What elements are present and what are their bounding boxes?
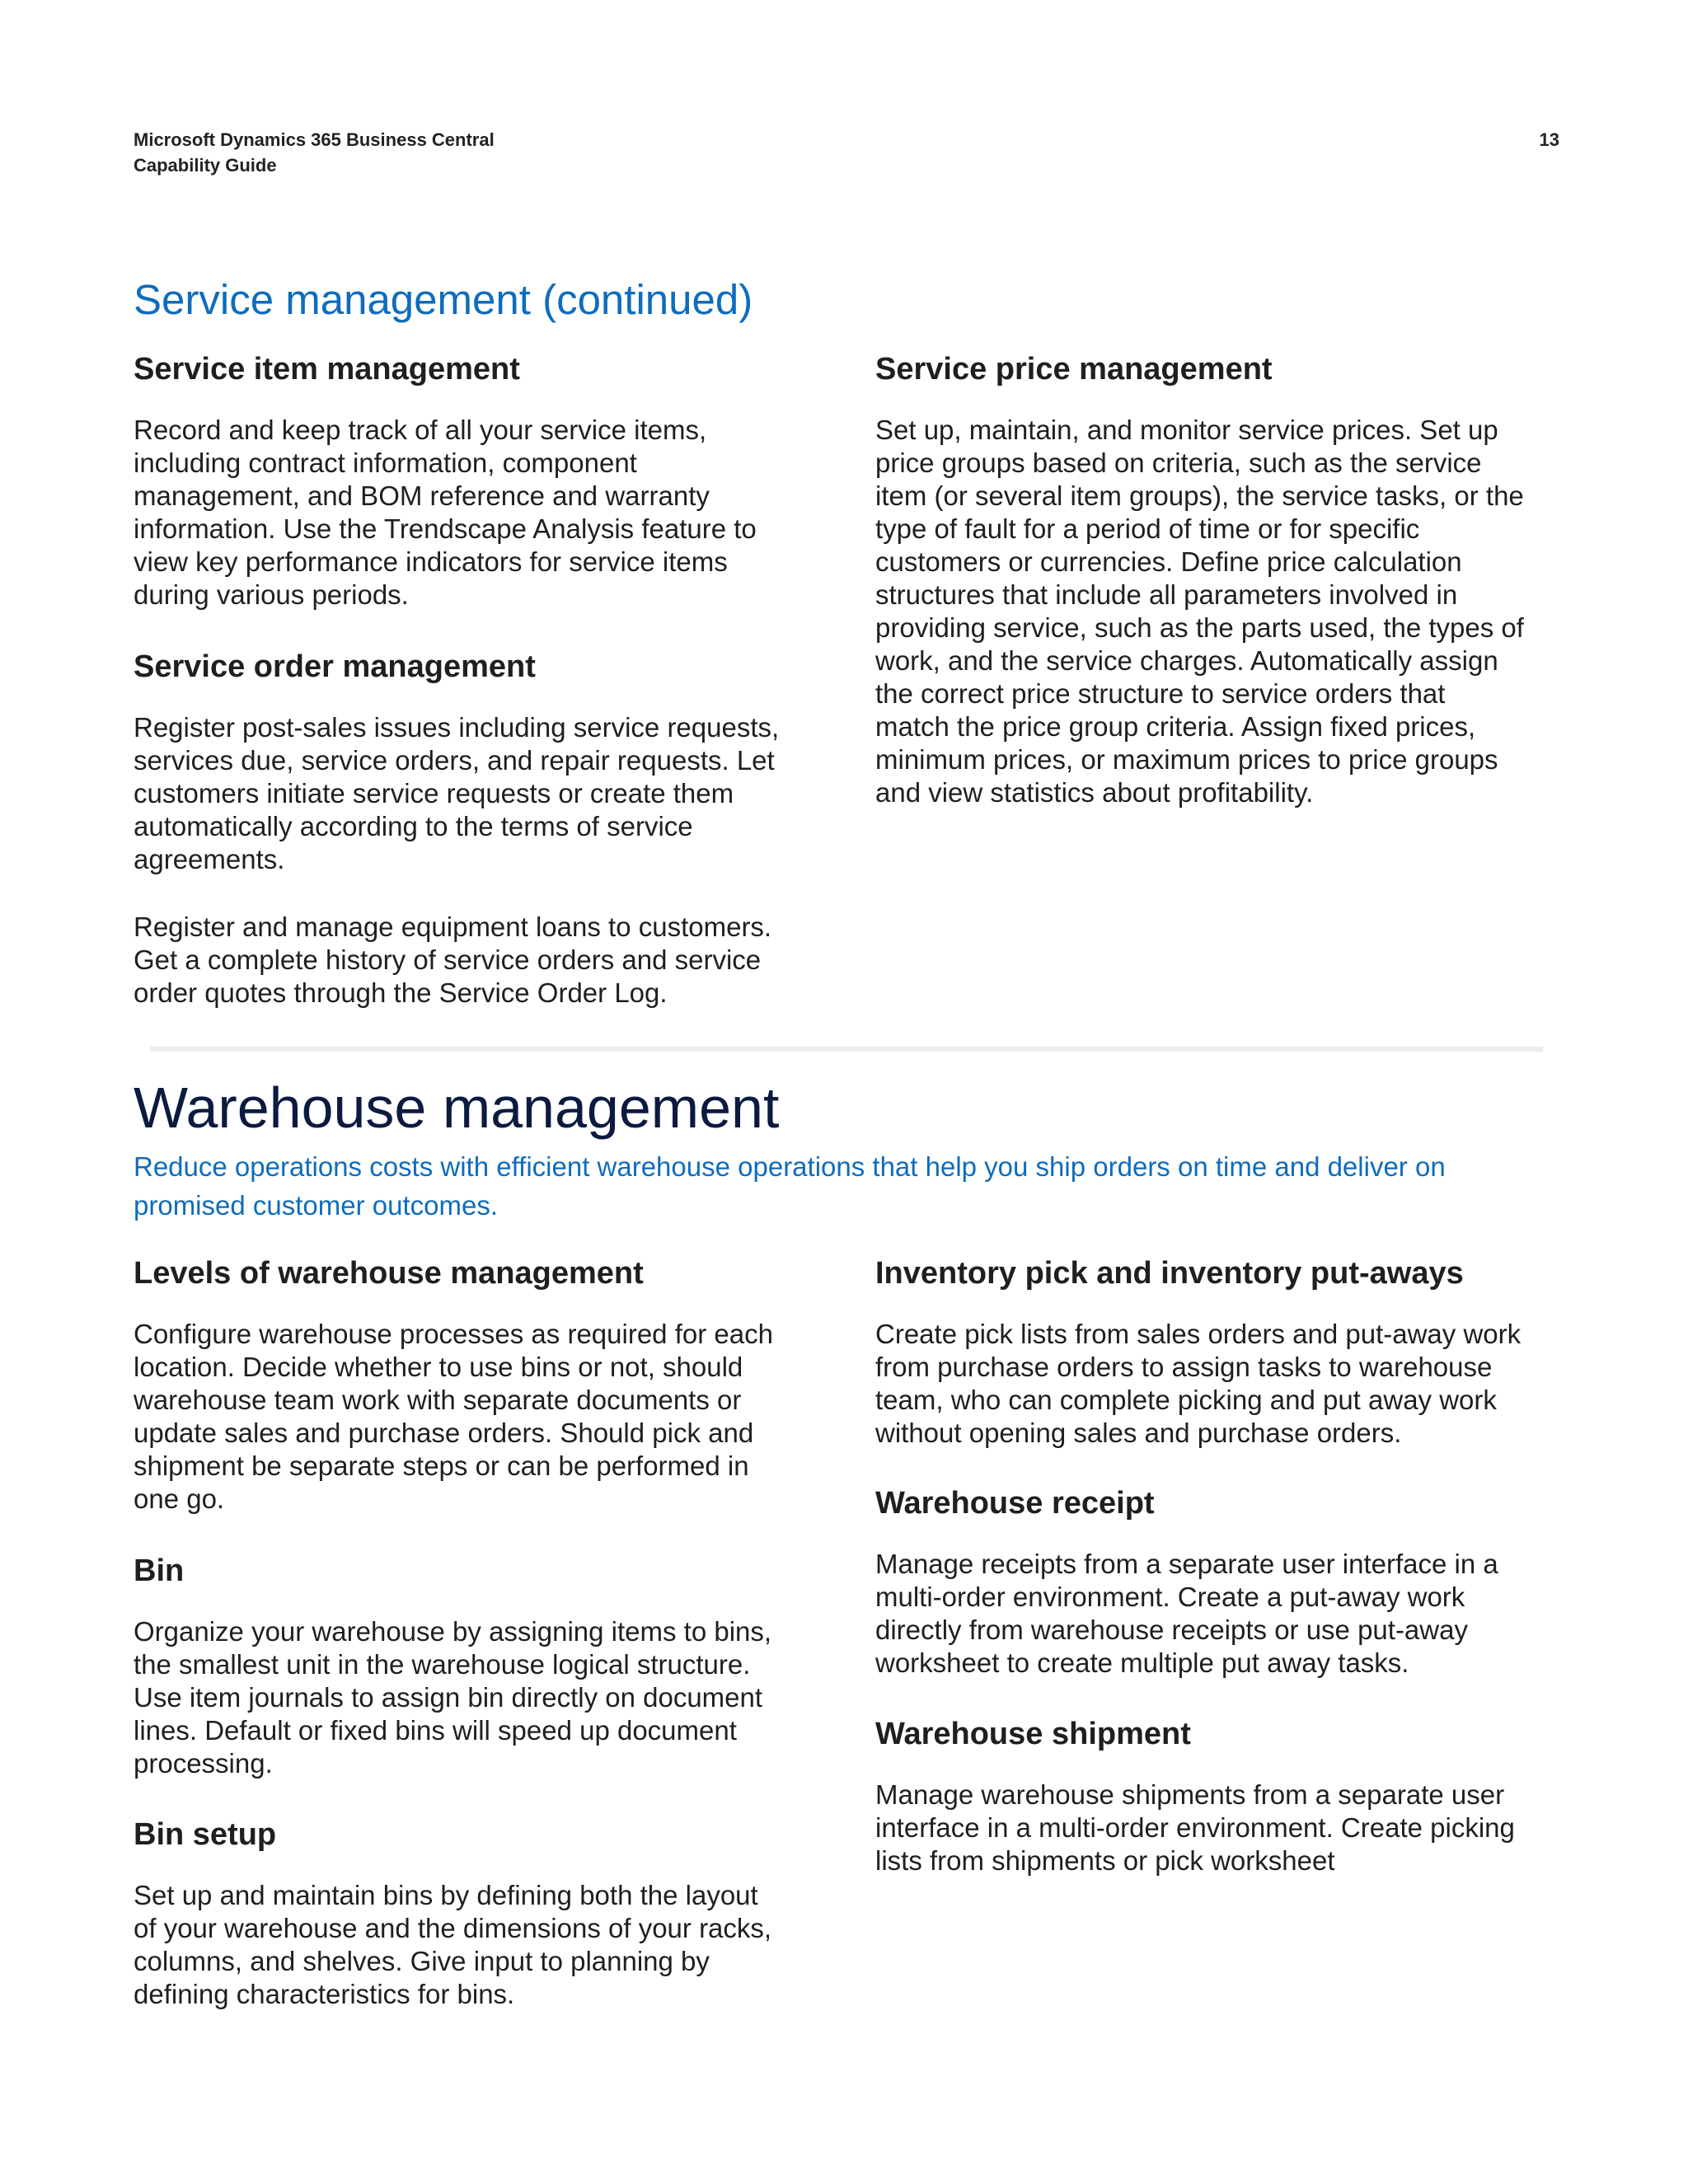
service-price-management-text: Set up, maintain, and monitor service prices. Set up price groups based on criteria, such as the service item (or several item groups), the service tasks, or the type of fault for a period of time or for specific customers or currencies. Define price calculation structures that include all parameters involved in providing service, such as the parts used, the types of work, and the service charges. Automatically assign the correct price structure to service orders that match the price group criteria. Assign fixed prices, minimum prices, or maximum prices to price groups and view statistics about profitability. [875,415,1524,808]
inventory-pick-put-aways-text: Create pick lists from sales orders and put-away work from purchase orders to assign tasks to warehouse team, who can complete picking and put away work without opening sales and purchase orders. [875,1319,1522,1448]
service-section-title: Service management (continued) [134,276,753,323]
service-price-management-heading: Service price management [875,352,1273,387]
inventory-pick-put-aways-heading: Inventory pick and inventory put-aways [875,1256,1464,1291]
service-item-management-text: Record and keep track of all your service items, including contract information, component management, and BOM reference and warranty information. Use the Trendscape Analysis feature to view key performance indicators for service items during various periods. [134,415,757,610]
service-order-management-text-1: Register post-sales issues including service requests, services due, service orders, and repair requests. Let customers initiate service requests or create them automatically according to the terms of service agreements. [134,712,780,874]
service-order-management-heading: Service order management [134,649,536,684]
levels-of-warehouse-management-text: Configure warehouse processes as required for each location. Decide whether to use bins or not, should warehouse team work with separate documents or update sales and purchase orders. Should pick and shipment be separate steps or can be performed in one go. [134,1319,773,1514]
service-item-management-heading: Service item management [134,352,520,387]
warehouse-section-intro: Reduce operations costs with efficient warehouse operations that help you ship orders on time and deliver on promised customer outcomes. [134,1151,1446,1221]
warehouse-receipt-heading: Warehouse receipt [875,1486,1155,1521]
service-order-management-text-2: Register and manage equipment loans to customers. Get a complete history of service orders and service order quotes through the Service Order Log. [134,912,772,1008]
warehouse-shipment-text: Manage warehouse shipments from a separate user interface in a multi-order environment. Create picking lists from shipments or pick worksheet [875,1779,1515,1876]
bin-heading: Bin [134,1554,185,1588]
warehouse-receipt-text: Manage receipts from a separate user interface in a multi-order environment. Create a put-away work directly from warehouse receipts or use put-away worksheet to create multiple put away tasks. [875,1549,1498,1678]
page-number: 13 [1539,129,1559,150]
levels-of-warehouse-management-heading: Levels of warehouse management [134,1256,644,1291]
document-subtitle: Capability Guide [134,155,277,176]
warehouse-shipment-heading: Warehouse shipment [875,1717,1191,1751]
page-header [134,127,1559,178]
warehouse-section-title: Warehouse management [134,1076,780,1140]
section-divider [150,1047,1543,1052]
bin-text: Organize your warehouse by assigning items to bins, the smallest unit in the warehouse logical structure. Use item journals to assign bin directly on document lines. Default or fixed bins will speed up document processing. [134,1616,772,1779]
bin-setup-heading: Bin setup [134,1817,277,1852]
document-title: Microsoft Dynamics 365 Business Central [134,129,495,150]
bin-setup-text: Set up and maintain bins by defining both the layout of your warehouse and the dimensions of your racks, columns, and shelves. Give input to planning by defining characteristics for bins. [134,1880,772,2009]
